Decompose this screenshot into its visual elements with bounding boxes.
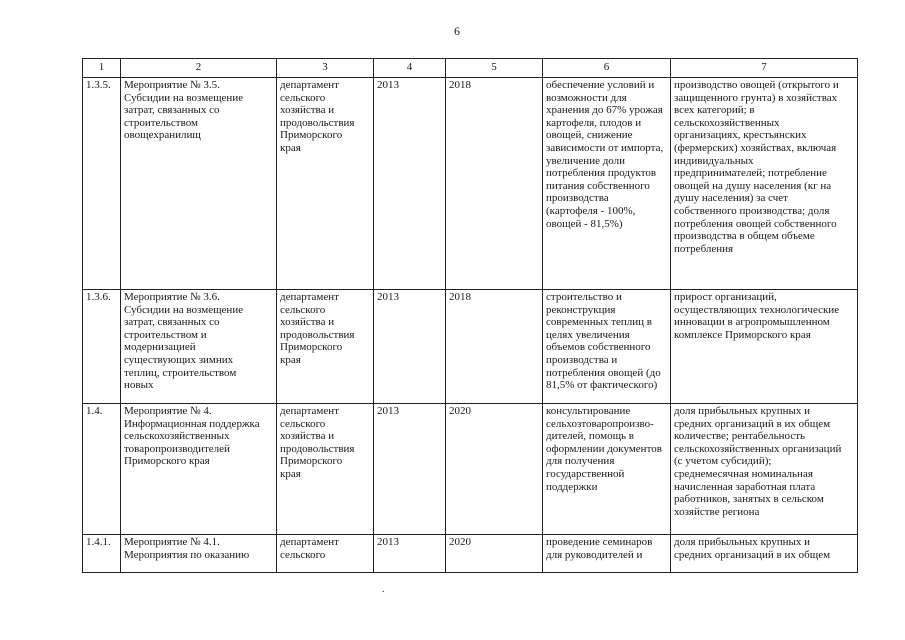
expected-result: строительство и реконструкция современных теплиц в целях увеличения объемов собственного производства и потребления овощей (до 81,5% от фактического) [543,290,671,404]
column-header: 1 [83,59,121,78]
end-year: 2018 [446,78,543,290]
start-year: 2013 [374,535,446,573]
measures-table [82,58,858,573]
expected-result: проведение семинаров для руководителей и [543,535,671,573]
end-year: 2020 [446,535,543,573]
indicators: прирост организаций, осуществляющих технологические инновации в агропромышленном комплексе Приморского края [671,290,858,404]
header-row [83,59,858,78]
column-header: 4 [374,59,446,78]
measure-name: Мероприятие № 3.6. Субсидии на возмещение затрат, связанных со строительством и модернизацией существующих зимних теплиц, строительством новых [121,290,277,404]
measure-name: Мероприятие № 4. Информационная поддержка сельскохозяйственных товаропроизводителей Приморского края [121,404,277,535]
executor: департамент сельского хозяйства и продовольствия Приморского края [277,404,374,535]
column-header: 5 [446,59,543,78]
column-header: 3 [277,59,374,78]
stray-mark: . [382,584,385,595]
start-year: 2013 [374,290,446,404]
row-number: 1.4. [83,404,121,535]
indicators: доля прибыльных крупных и средних организаций в их общем количестве; рентабельность сельскохозяйственных организаций (с учетом субсидий); среднемесячная номинальная начисленная заработная плата работников, занятых в сельском хозяйстве региона [671,404,858,535]
end-year: 2020 [446,404,543,535]
column-header: 6 [543,59,671,78]
table-row [83,290,858,404]
row-number: 1.3.6. [83,290,121,404]
indicators: производство овощей (открытого и защищенного грунта) в хозяйствах всех категорий; в сельскохозяйственных организациях, крестьянских (фермерских) хозяйствах, включая индивидуальных предпринимателей; потребление овощей на душу населения (кг на душу населения) за счет собственного производства; доля потребления овощей собственного производства в общем объеме потребления [671,78,858,290]
table-row [83,535,858,573]
executor: департамент сельского [277,535,374,573]
column-header: 2 [121,59,277,78]
expected-result: обеспечение условий и возможности для хранения до 67% урожая картофеля, плодов и овощей, снижение зависимости от импорта, увеличение доли потребления продуктов питания собственного производства (картофеля - 100%, овощей - 81,5%) [543,78,671,290]
table-row [83,78,858,290]
indicators: доля прибыльных крупных и средних организаций в их общем [671,535,858,573]
row-number: 1.3.5. [83,78,121,290]
measure-name: Мероприятие № 3.5. Субсидии на возмещение затрат, связанных со строительством овощехранилищ [121,78,277,290]
start-year: 2013 [374,78,446,290]
start-year: 2013 [374,404,446,535]
column-header: 7 [671,59,858,78]
expected-result: консультирование сельхозтоваропроизво- дителей, помощь в оформлении документов для получения государственной поддержки [543,404,671,535]
table-row [83,404,858,535]
executor: департамент сельского хозяйства и продовольствия Приморского края [277,78,374,290]
measure-name: Мероприятие № 4.1. Мероприятия по оказанию [121,535,277,573]
end-year: 2018 [446,290,543,404]
page-number: 6 [454,24,460,38]
row-number: 1.4.1. [83,535,121,573]
executor: департамент сельского хозяйства и продовольствия Приморского края [277,290,374,404]
